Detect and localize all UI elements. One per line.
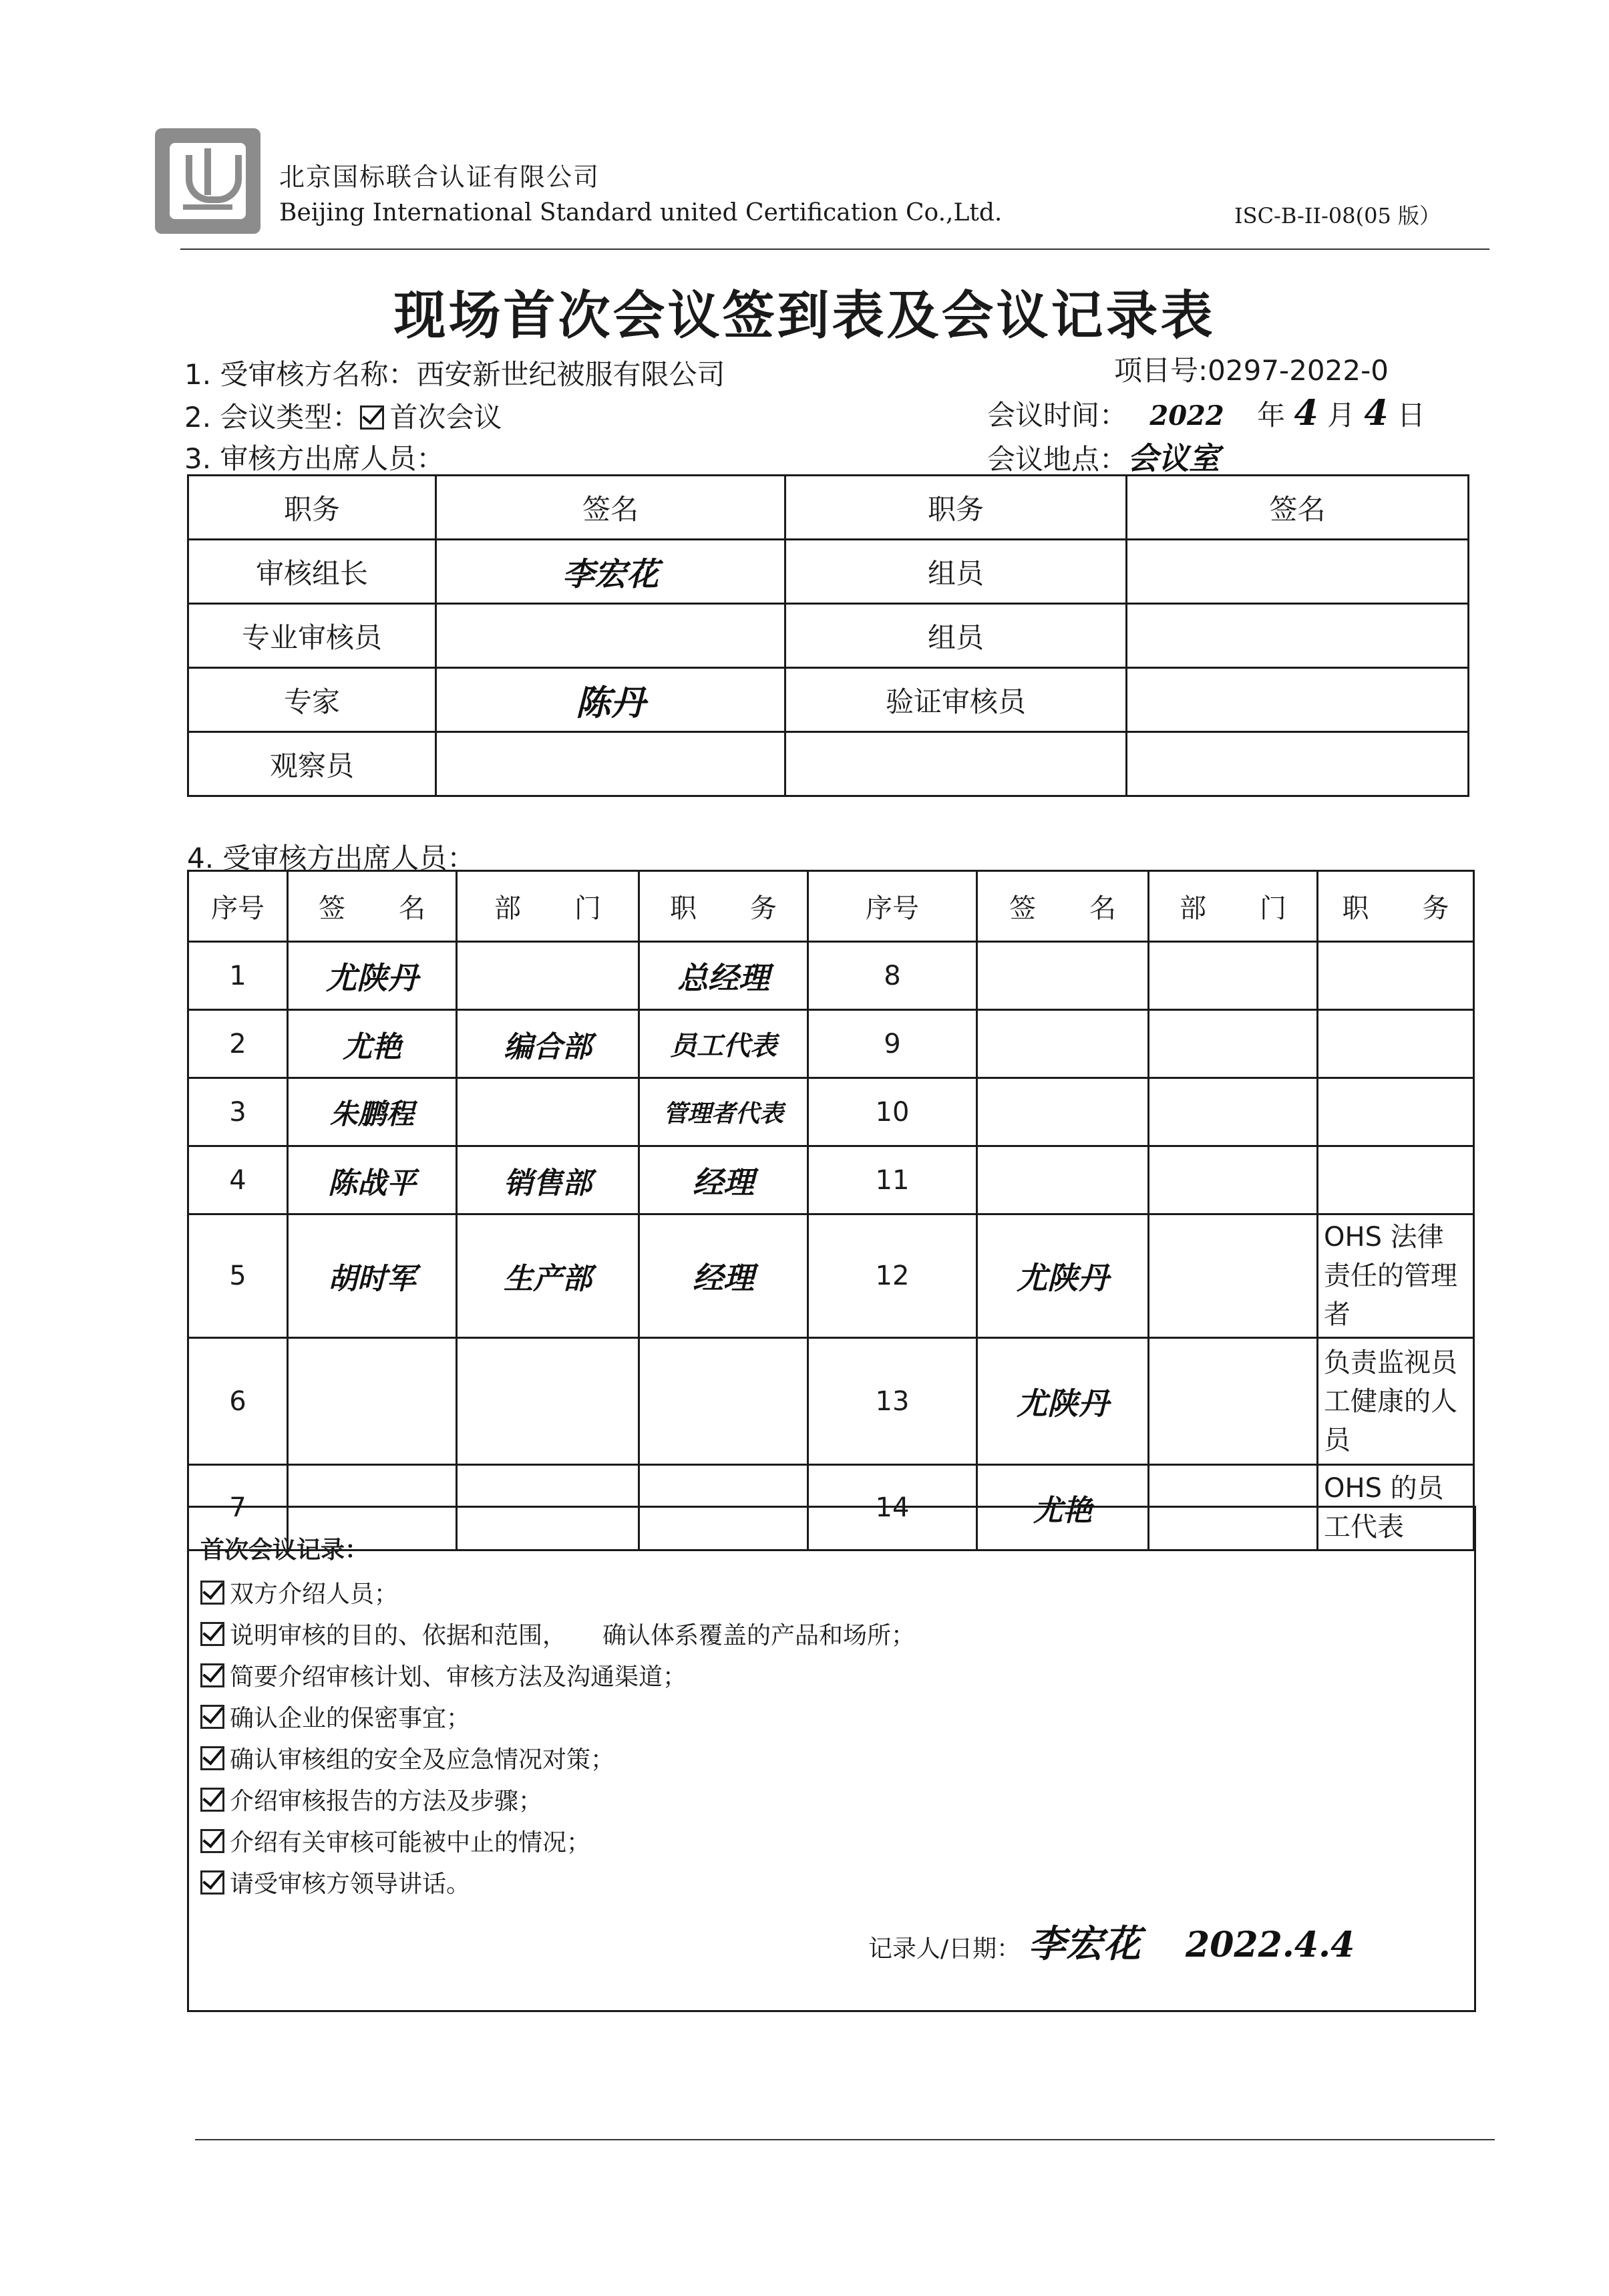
- meeting-place-value: 会议室: [1127, 440, 1220, 476]
- record-item-label: 介绍有关审核可能被中止的情况；: [230, 1829, 591, 1856]
- meeting-time-day: 4: [1364, 393, 1389, 434]
- audit-team-table: [187, 474, 1469, 797]
- checkbox-checked-icon: [200, 1663, 224, 1687]
- record-item: [200, 1699, 470, 1734]
- auditee-attendees-label: 4. 受审核方出席人员：: [187, 842, 476, 874]
- header-signature: 签 名: [288, 871, 457, 942]
- title-cell: 经理: [639, 1146, 808, 1214]
- number-cell: 11: [808, 1146, 977, 1214]
- recorder-signature: 李宏花: [1028, 1922, 1141, 1966]
- role-cell: 审核组长: [188, 540, 436, 604]
- role-cell: 专家: [188, 668, 436, 732]
- department-cell: 生产部: [457, 1214, 639, 1338]
- title-cell: [1318, 1010, 1474, 1078]
- header-title: 职 务: [639, 871, 808, 942]
- table-row: [188, 732, 1469, 796]
- number-cell: 1: [188, 942, 288, 1010]
- record-item: [200, 1658, 687, 1692]
- project-label: 项目号:: [1114, 354, 1208, 387]
- number-cell: 2: [188, 1010, 288, 1078]
- signature-cell: [288, 1338, 457, 1465]
- number-cell: 8: [808, 942, 977, 1010]
- signature-cell: 陈丹: [436, 668, 785, 732]
- checkbox-checked-icon: [200, 1622, 224, 1646]
- record-item-label: 请受审核方领导讲话。: [230, 1870, 471, 1898]
- number-cell: 10: [808, 1078, 977, 1146]
- header-title: 职 务: [1318, 871, 1474, 942]
- recorder-label: 记录人/日期：: [868, 1935, 1021, 1963]
- table-row: [188, 540, 1469, 604]
- number-cell: 13: [808, 1338, 977, 1465]
- table-row: [188, 1146, 1474, 1214]
- company-name-en: Beijing International Standard united Certification Co.,Ltd.: [279, 199, 1003, 226]
- project-number-row: [1114, 349, 1389, 389]
- signature-cell: [1127, 604, 1469, 668]
- checkbox-checked-icon: [200, 1829, 224, 1853]
- department-cell: 编合部: [457, 1010, 639, 1078]
- header-signature: 签名: [436, 476, 785, 540]
- record-item-label: 简要介绍审核计划、审核方法及沟通渠道；: [230, 1663, 687, 1691]
- meeting-type-value: 首次会议: [389, 401, 502, 434]
- signature-cell: 尤陕丹: [977, 1338, 1149, 1465]
- signature-cell: 李宏花: [436, 540, 785, 604]
- title-cell: 负责监视员工健康的人员: [1318, 1338, 1474, 1465]
- role-cell: 专业审核员: [188, 604, 436, 668]
- table-row: [188, 1338, 1474, 1465]
- signature-cell: [1127, 540, 1469, 604]
- department-cell: [1149, 1078, 1318, 1146]
- meeting-place-row: [987, 434, 1220, 478]
- header-number: 序号: [188, 871, 288, 942]
- role-cell: 组员: [785, 540, 1127, 604]
- signature-cell: [977, 1146, 1149, 1214]
- number-cell: 4: [188, 1146, 288, 1214]
- table-row: [188, 1214, 1474, 1338]
- auditor-attendees-label: 3. 审核方出席人员：: [184, 442, 445, 475]
- meeting-time-month: 4: [1294, 393, 1318, 434]
- number-cell: 14: [808, 1465, 977, 1550]
- signature-cell: [436, 604, 785, 668]
- department-cell: 销售部: [457, 1146, 639, 1214]
- checkbox-checked-icon: [200, 1788, 224, 1812]
- role-cell: 观察员: [188, 732, 436, 796]
- title-cell: 总经理: [639, 942, 808, 1010]
- title-cell: OHS 法律责任的管理者: [1318, 1214, 1474, 1338]
- table-row: [188, 668, 1469, 732]
- record-item-label: 说明审核的目的、依据和范围， 确认体系覆盖的产品和场所；: [230, 1622, 916, 1649]
- signature-cell: [977, 942, 1149, 1010]
- record-item: [200, 1575, 398, 1609]
- signature-cell: [977, 1078, 1149, 1146]
- day-unit: 日: [1397, 399, 1425, 432]
- signature-cell: [977, 1010, 1149, 1078]
- signature-cell: [436, 732, 785, 796]
- title-cell: [639, 1338, 808, 1465]
- header-department: 部 门: [1149, 871, 1318, 942]
- number-cell: 9: [808, 1010, 977, 1078]
- record-item: [200, 1824, 590, 1858]
- signature-cell: 陈战平: [288, 1146, 457, 1214]
- number-cell: 5: [188, 1214, 288, 1338]
- record-item: [200, 1617, 915, 1651]
- title-cell: 员工代表: [639, 1010, 808, 1078]
- auditee-name-row: [184, 353, 725, 393]
- signature-cell: 尤艳: [288, 1010, 457, 1078]
- month-unit: 月: [1326, 399, 1355, 432]
- checkbox-checked-icon: [200, 1705, 224, 1729]
- header-role: 职务: [188, 476, 436, 540]
- signature-cell: [1127, 668, 1469, 732]
- record-item: [200, 1741, 614, 1775]
- meeting-place-label: 会议地点：: [987, 443, 1128, 476]
- signature-cell: [1127, 732, 1469, 796]
- page-title: 现场首次会议签到表及会议记录表: [393, 286, 1216, 346]
- auditee-label: 1. 受审核方名称：: [184, 358, 417, 391]
- department-cell: [1149, 1146, 1318, 1214]
- record-title: 首次会议记录：: [200, 1536, 369, 1564]
- checkbox-checked-icon: [200, 1746, 224, 1770]
- role-cell: 验证审核员: [785, 668, 1127, 732]
- header-role: 职务: [785, 476, 1127, 540]
- record-item-label: 确认审核组的安全及应急情况对策；: [230, 1746, 615, 1774]
- project-value: 0297-2022-0: [1208, 354, 1389, 387]
- title-cell: [1318, 1078, 1474, 1146]
- table-row: [188, 1010, 1474, 1078]
- auditee-attendee-table: [187, 870, 1475, 1551]
- header-department: 部 门: [457, 871, 639, 942]
- table-row: [188, 1078, 1474, 1146]
- signature-cell: 朱鹏程: [288, 1078, 457, 1146]
- meeting-type-row: [184, 395, 502, 436]
- title-cell: 管理者代表: [639, 1078, 808, 1146]
- recorder-row: [868, 1915, 1355, 1968]
- title-cell: OHS 的员工代表: [1318, 1465, 1474, 1550]
- department-cell: [1149, 942, 1318, 1010]
- signature-cell: 尤陕丹: [977, 1214, 1149, 1338]
- number-cell: 3: [188, 1078, 288, 1146]
- meeting-time-label: 会议时间：: [987, 399, 1128, 432]
- year-unit: 年: [1257, 399, 1286, 432]
- header-divider: [180, 249, 1489, 250]
- recorder-date: 2022.4.4: [1186, 1925, 1355, 1965]
- number-cell: 6: [188, 1338, 288, 1465]
- title-cell: [1318, 942, 1474, 1010]
- header-signature: 签名: [1127, 476, 1469, 540]
- footer-divider: [195, 2139, 1495, 2140]
- signature-cell: 尤陕丹: [288, 942, 457, 1010]
- table-header-row: [188, 871, 1474, 942]
- number-cell: 12: [808, 1214, 977, 1338]
- record-item: [200, 1782, 542, 1816]
- table-row: [188, 942, 1474, 1010]
- checkbox-checked-icon: [200, 1581, 224, 1605]
- signature-cell: 胡时军: [288, 1214, 457, 1338]
- signature-cell: 尤艳: [977, 1465, 1149, 1550]
- record-item-label: 确认企业的保密事宜；: [230, 1705, 471, 1732]
- record-item-label: 介绍审核报告的方法及步骤；: [230, 1788, 543, 1815]
- table-header-row: [188, 476, 1469, 540]
- checkbox-checked-icon: [200, 1870, 224, 1895]
- table-row: [188, 604, 1469, 668]
- department-cell: [457, 1078, 639, 1146]
- department-cell: [1149, 1214, 1318, 1338]
- department-cell: [457, 1338, 639, 1465]
- department-cell: [1149, 1010, 1318, 1078]
- header-signature: 签 名: [977, 871, 1149, 942]
- meeting-type-label: 2. 会议类型：: [184, 401, 361, 434]
- meeting-time-year: 2022: [1149, 400, 1224, 432]
- number-cell: 7: [188, 1465, 288, 1550]
- title-cell: [1318, 1146, 1474, 1214]
- title-cell: 经理: [639, 1214, 808, 1338]
- form-number: ISC-B-II-08(05 版）: [1234, 203, 1441, 228]
- company-name-cn: 北京国标联合认证有限公司: [279, 162, 600, 192]
- header-number: 序号: [808, 871, 977, 942]
- company-logo: [155, 128, 260, 234]
- checkbox-checked-icon: [360, 405, 384, 430]
- role-cell: 组员: [785, 604, 1127, 668]
- auditee-value: 西安新世纪被服有限公司: [416, 358, 725, 391]
- meeting-time-row: [987, 393, 1425, 434]
- department-cell: [457, 942, 639, 1010]
- department-cell: [1149, 1338, 1318, 1465]
- record-item-label: 双方介绍人员；: [230, 1581, 399, 1608]
- record-item: [200, 1865, 470, 1899]
- role-cell: [785, 732, 1127, 796]
